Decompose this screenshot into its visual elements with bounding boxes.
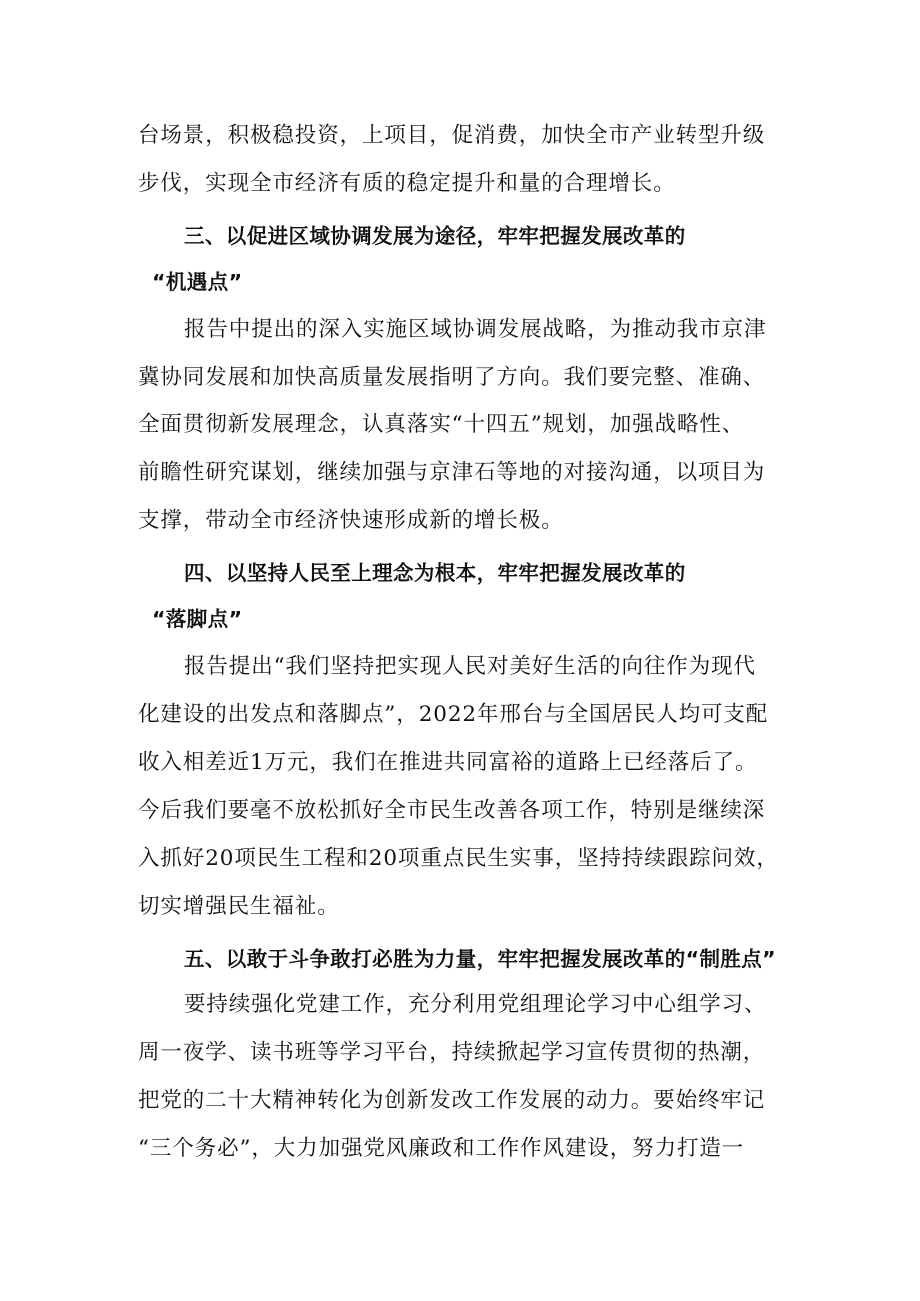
- paragraph-line: 支撑，带动全市经济快速形成新的增长极。: [138, 508, 564, 533]
- paragraph-line: 台场景，积极稳投资，上项目，促消费，加快全市产业转型升级: [138, 123, 766, 148]
- paragraph-line: 今后我们要毫不放松抓好全市民生改善各项工作，特别是继续深: [138, 798, 766, 823]
- paragraph-line: 报告中提出的深入实施区域协调发展战略，为推动我市京津: [184, 317, 767, 342]
- section-heading-3: 三、以促进区域协调发展为途径，牢牢把握发展改革的: [184, 224, 686, 248]
- paragraph-line: 收入相差近1万元，我们在推进共同富裕的道路上已经落后了。: [138, 750, 758, 775]
- paragraph-line: 要持续强化党建工作，充分利用党组理论学习中心组学习、: [184, 992, 767, 1017]
- paragraph-line: 全面贯彻新发展理念，认真落实“十四五”规划，加强战略性、: [138, 412, 745, 437]
- paragraph-line: 报告提出“我们坚持把实现人民对美好生活的向往作为现代: [184, 654, 756, 679]
- section-heading-3-keyword: “机遇点”: [152, 270, 243, 294]
- section-heading-5: 五、以敢于斗争敢打必胜为力量，牢牢把握发展改革的“制胜点”: [184, 947, 777, 971]
- section-heading-4-keyword: “落脚点”: [152, 607, 243, 631]
- paragraph-line: 周一夜学、读书班等学习平台，持续掀起学习宣传贯彻的热潮，: [138, 1040, 766, 1065]
- paragraph-line: 化建设的出发点和落脚点”，2022年邢台与全国居民人均可支配: [138, 702, 769, 727]
- paragraph-line: 入抓好20项民生工程和20项重点民生实事，坚持持续跟踪问效，: [138, 846, 779, 871]
- paragraph-line: 把党的二十大精神转化为创新发改工作发展的动力。要始终牢记: [138, 1088, 766, 1113]
- paragraph-line: 切实增强民生福祉。: [138, 894, 340, 919]
- paragraph-line: 步伐，实现全市经济有质的稳定提升和量的合理增长。: [138, 171, 676, 196]
- section-heading-4: 四、以坚持人民至上理念为根本，牢牢把握发展改革的: [184, 561, 686, 585]
- paragraph-line: 前瞻性研究谋划，继续加强与京津石等地的对接沟通，以项目为: [138, 460, 766, 485]
- paragraph-line: 冀协同发展和加快高质量发展指明了方向。我们要完整、准确、: [138, 365, 766, 390]
- paragraph-line: “三个务必”，大力加强党风廉政和工作作风建设，努力打造一: [138, 1136, 745, 1161]
